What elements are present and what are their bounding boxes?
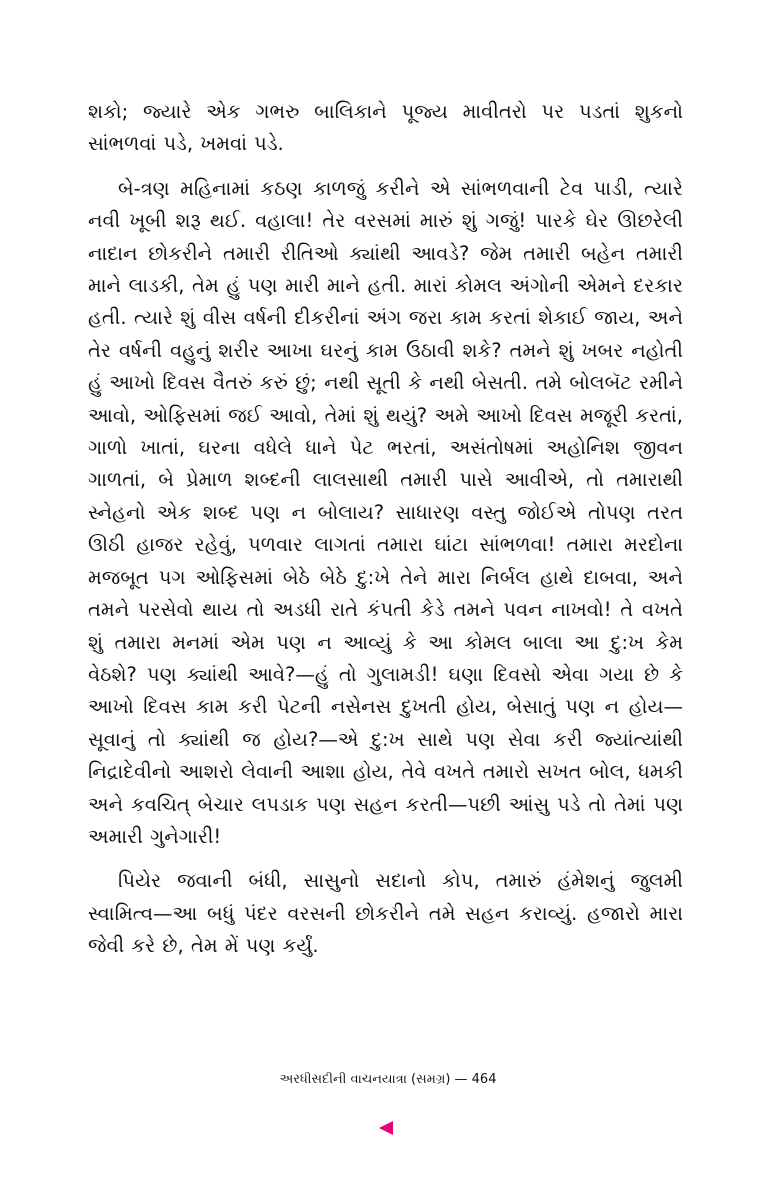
paragraph-1: શકો; જ્યારે એક ગભરુ બાલિકાને પૂજ્ય માવીતરો પર પડતાં શુકનો સાંભળવાં પડે, ખમવાં પડે. xyxy=(88,100,683,156)
body-text xyxy=(88,96,683,963)
paragraph-2: બે-ત્રણ મહિનામાં કઠણ કાળજું કરીને એ સાંભળવાની ટેવ પાડી, ત્યારે નવી ખૂબી શરૂ થઈ. વહાલા! તેર વરસમાં મારું શું ગજું! પારકે ઘેર ઊછરેલી નાદાન છોકરીને તમારી રીતિઓ ક્યાંથી આવડે? જેમ તમારી બહેન તમારી માને લાડકી, તેમ હું પણ મારી માને હતી. મારાં કોમલ અંગોની એમને દરકાર હતી. ત્યારે શું વીસ વર્ષની દીકરીનાં અંગ જરા કામ કરતાં શેકાઈ જાય, અને તેર વર્ષની વહુનું શરીર આખા ઘરનું કામ ઉઠાવી શકે? તમને શું ખબર નહોતી હું આખો દિવસ વૈતરું કરું છું; નથી સૂતી કે નથી બેસતી. તમે બોલબૅટ રમીને આવો, ઓફિસમાં જઈ આવો, તેમાં શું થયું? અમે આખો દિવસ મજૂરી કરતાં, ગાળો ખાતાં, ઘરના વધેલે ધાને પેટ ભરતાં, અસંતોષમાં અહોનિશ જીવન ગાળતાં, બે પ્રેમાળ શબ્દની લાલસાથી તમારી પાસે આવીએ, તો તમારાથી સ્નેહનો એક શબ્દ પણ ન બોલાય? સાધારણ વસ્તુ જોઈએ તોપણ તરત ઊઠી હાજર રહેવું, પળવાર લાગતાં તમારા ઘાંટા સાંભળવા! તમારા મરદોના મજબૂત પગ ઓફિસમાં બેઠે બેઠે દુ:ખે તેને મારા નિર્બલ હાથે દાબવા, અને તમને પરસેવો થાય તો અડધી રાતે કંપતી કેડે તમને પવન નાખવો! તે વખતે શું તમારા મનમાં એમ પણ ન આવ્યું કે આ કોમલ બાલા આ દુ:ખ કેમ વેઠશે? પણ ક્યાંથી આવે?—હું તો ગુલામડી! ઘણા દિવસો એવા ગયા છે કે આખો દિવસ કામ કરી પેટની નસેનસ દુખતી હોય, બેસાતું પણ ન હોય—સૂવાનું તો ક્યાંથી જ હોય?—એ દુ:ખ સાથે પણ સેવા કરી જ્યાંત્યાંથી નિદ્રાદેવીનો આશરો લેવાની આશા હોય, તેવે વખતે તમારો સખત બોલ, ધમકી અને કવચિત્ બેચાર લપડાક પણ સહન કરતી—પછી આંસુ પડે તો તેમાં પણ અમારી ગુનેગારી! xyxy=(88,176,683,848)
previous-page-arrow-icon[interactable] xyxy=(379,1121,393,1135)
page-footer: અરધીસદીની વાચનયાત્રા (સમગ્ર) — 464 xyxy=(279,1072,497,1087)
paragraph-3: પિયેર જવાની બંધી, સાસુનો સદાનો કોપ, તમારું હંમેશનું જુલમી સ્વામિત્વ—આ બધું પંદર વરસની છોકરીને તમે સહન કરાવ્યું. હજારો મારા જેવી કરે છે, તેમ મેં પણ કર્યું. xyxy=(88,869,683,958)
